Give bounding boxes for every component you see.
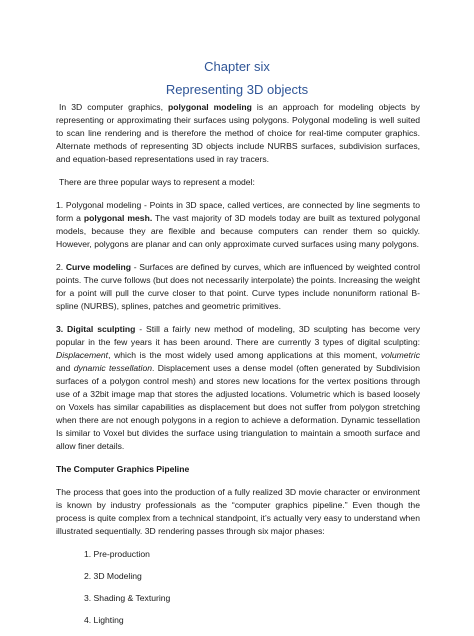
digital-sculpting-term: 3. Digital sculpting: [56, 324, 136, 334]
curve-modeling-term: Curve modeling: [65, 262, 132, 272]
pipeline-paragraph: The process that goes into the production of a fully realized 3D movie character or environment is known by industry professionals as the “computer graphics pipeline.” Even though the process is quite complex from a technical standpoint, it’s actually very easy to understand when illustrated sequentially. 3D rendering passes through six major phases:: [56, 487, 420, 536]
phases-list: [56, 548, 420, 627]
item-polygonal-modeling: 1. Polygonal modeling - Points in 3D space, called vertices, are connected by line segments to form a polygonal mesh. The vast majority of 3D models today are built as textured polygonal models, because they are flexible and because computers can render them so quickly. However, polygons are planar and can only approximate curved surfaces using many polygons.: [56, 200, 420, 249]
item-curve-modeling: 2. Curve modeling - Surfaces are defined by curves, which are influenced by weighted control points. The curve follows (but does not necessarily interpolate) the points. Increasing the weight for a point will pull the curve closer to that point. Curve types include nonuniform rational B-spline (NURBS), splines, patches and geometric primitives.: [56, 262, 420, 311]
list-item: 2. 3D Modeling: [84, 571, 142, 581]
item-digital-sculpting: 3. Digital sculpting - Still a fairly new method of modeling, 3D sculpting has become very popular in the few years it has been around. There are currently 3 types of digital sculpting: Displacement, which is the most widely used among applications at this moment, volumetric and dynamic tessellation. Displacement uses a dense model (often generated by Subdivision surfaces of a polygon control mesh) and stores new locations for the vertex positions through use of a 32bit image map that stores the adjusted locations. Volumetric which is based loosely on Voxels has similar capabilities as displacement but does not suffer from polygon stretching when there are not enough polygons in a region to achieve a deformation. Dynamic tessellation Is similar to Voxel but divides the surface using triangulation to maintain a smooth surface and allow finer details.: [56, 324, 420, 451]
document-body: [56, 101, 420, 636]
polygonal-mesh-term: polygonal mesh.: [83, 213, 153, 223]
page-title: Representing 3D objects: [165, 82, 309, 97]
intro-paragraph: In 3D computer graphics, polygonal modeling is an approach for modeling objects by representing or approximating their surfaces using polygons. Polygonal modeling is well suited to scan line rendering and is therefore the method of choice for real-time computer graphics. Alternate methods of representing 3D objects include NURBS surfaces, subdivision surfaces, and equation-based representations used in ray tracers.: [56, 102, 420, 164]
chapter-label: Chapter six: [204, 59, 270, 74]
polygonal-modeling-term: polygonal modeling: [168, 102, 252, 112]
list-item: 4. Lighting: [84, 615, 124, 625]
pipeline-heading: The Computer Graphics Pipeline: [56, 464, 190, 474]
list-item: 1. Pre-production: [84, 549, 150, 559]
ways-intro: There are three popular ways to represent a model:: [59, 177, 255, 187]
list-item: 3. Shading & Texturing: [84, 593, 171, 603]
